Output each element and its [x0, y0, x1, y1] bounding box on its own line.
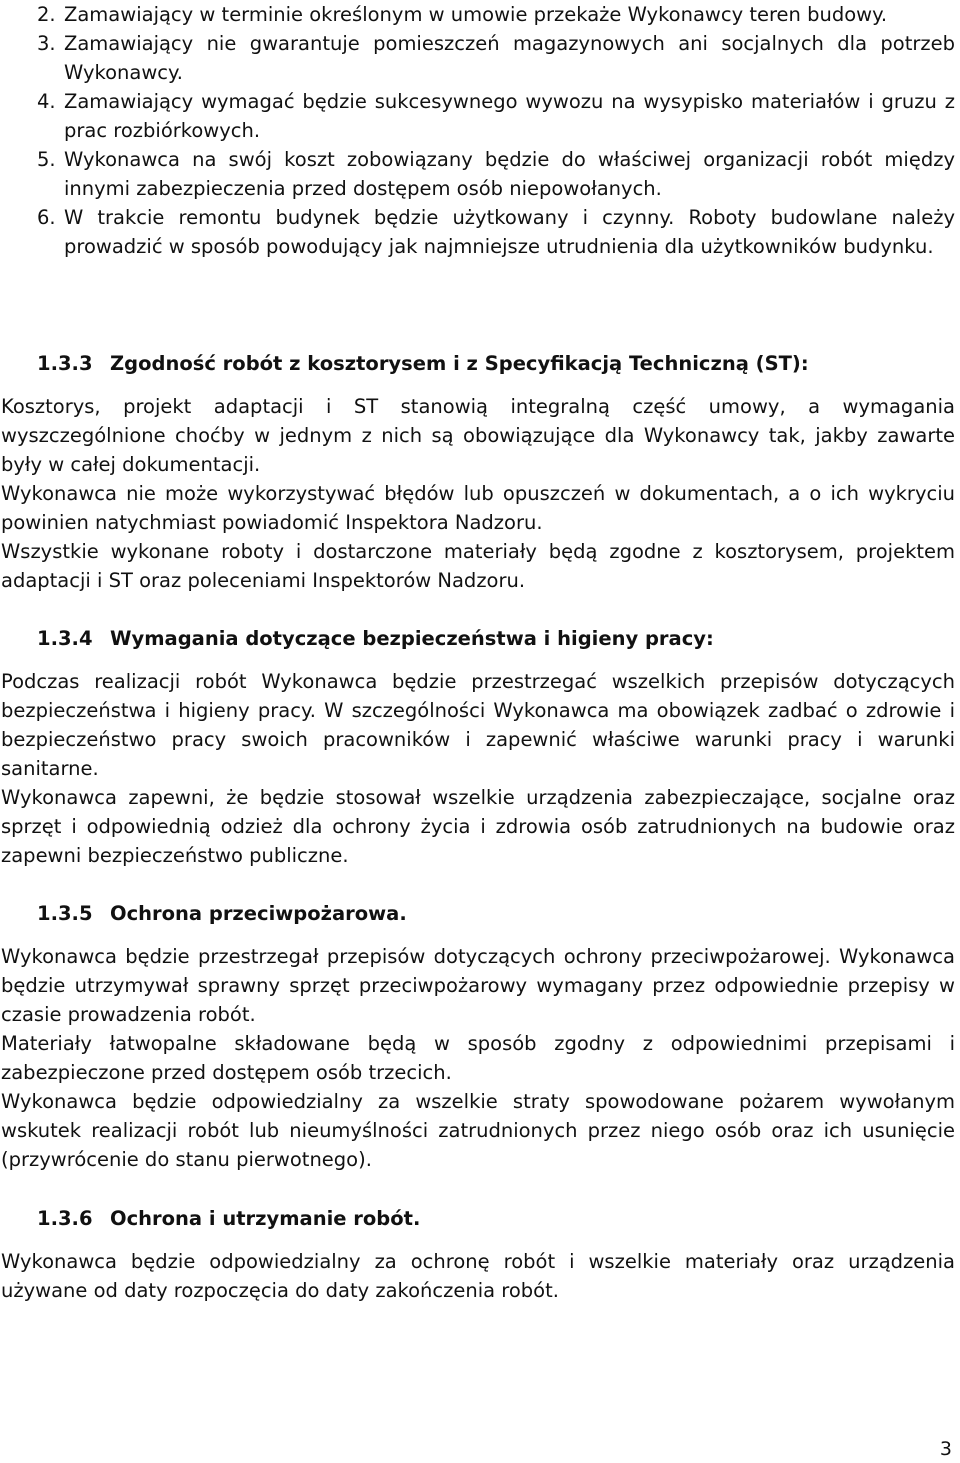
paragraph: Wykonawca będzie odpowiedzialny za ochronę robót i wszelkie materiały oraz urządzenia używane od daty rozpoczęcia do daty zakończenia robót. [1, 1250, 955, 1302]
list-item-text: Zamawiający w terminie określonym w umowie przekaże Wykonawcy teren budowy. [64, 3, 888, 26]
paragraph: Podczas realizacji robót Wykonawca będzie przestrzegać wszelkich przepisów dotyczących bezpieczeństwa i higieny pracy. W szczególności Wykonawca ma obowiązek zadbać o zdrowie i bezpieczeństwo pracy swoich pracowników i zapewnić właściwe warunki pracy i warunki sanitarne. [1, 670, 955, 780]
paragraph: Wykonawca zapewni, że będzie stosował wszelkie urządzenia zabezpieczające, socjalne oraz sprzęt i odpowiednią odzież dla ochrony życia i zdrowia osób zatrudnionych na budowie oraz zapewni bezpieczeństwo publiczne. [1, 786, 955, 867]
list-item [37, 203, 955, 261]
list-item-text: Zamawiający nie gwarantuje pomieszczeń magazynowych ani socjalnych dla potrzeb Wykonawcy. [64, 32, 955, 84]
section-heading [37, 349, 809, 378]
list-item-number: 3. [37, 32, 56, 55]
list-item-number: 4. [37, 90, 56, 113]
section-heading [37, 1204, 420, 1233]
section-body [1, 942, 955, 1174]
section-title: Ochrona i utrzymanie robót. [110, 1207, 421, 1230]
list-item [37, 0, 955, 29]
paragraph: Wykonawca nie może wykorzystywać błędów lub opuszczeń w dokumentach, a o ich wykryciu powinien natychmiast powiadomić Inspektora Nadzoru. [1, 482, 955, 534]
section-number: 1.3.3 [37, 352, 93, 375]
list-item-text: W trakcie remontu budynek będzie użytkowany i czynny. Roboty budowlane należy prowadzić w sposób powodujący jak najmniejsze utrudnienia dla użytkowników budynku. [64, 206, 955, 258]
section-number: 1.3.4 [37, 627, 93, 650]
section-title: Ochrona przeciwpożarowa. [110, 902, 407, 925]
section-heading [37, 624, 714, 653]
paragraph: Materiały łatwopalne składowane będą w sposób zgodny z odpowiednimi przepisami i zabezpieczone przed dostępem osób trzecich. [1, 1032, 955, 1084]
section-body [1, 667, 955, 870]
section-heading [37, 899, 407, 928]
list-item-number: 5. [37, 148, 56, 171]
list-item [37, 29, 955, 87]
paragraph: Wszystkie wykonane roboty i dostarczone materiały będą zgodne z kosztorysem, projektem adaptacji i ST oraz poleceniami Inspektorów Nadzoru. [1, 540, 955, 592]
section-body [1, 1247, 955, 1305]
paragraph: Kosztorys, projekt adaptacji i ST stanowią integralną część umowy, a wymagania wyszczególnione choćby w jednym z nich są obowiązujące dla Wykonawcy tak, jakby zawarte były w całej dokumentacji. [1, 395, 955, 476]
numbered-list [37, 0, 955, 261]
section-title: Zgodność robót z kosztorysem i z Specyfikacją Techniczną (ST): [110, 352, 809, 375]
list-item-text: Zamawiający wymagać będzie sukcesywnego wywozu na wysypisko materiałów i gruzu z prac rozbiórkowych. [64, 90, 955, 142]
list-item-text: Wykonawca na swój koszt zobowiązany będzie do właściwej organizacji robót między innymi zabezpieczenia przed dostępem osób niepowołanych. [64, 148, 955, 200]
section-title: Wymagania dotyczące bezpieczeństwa i higieny pracy: [110, 627, 714, 650]
paragraph: Wykonawca będzie przestrzegał przepisów dotyczących ochrony przeciwpożarowej. Wykonawca będzie utrzymywał sprawny sprzęt przeciwpożarowy wymagany przez odpowiednie przepisy w czasie prowadzenia robót. [1, 945, 955, 1026]
list-item-number: 2. [37, 3, 56, 26]
page-number: 3 [939, 1438, 952, 1460]
paragraph: Wykonawca będzie odpowiedzialny za wszelkie straty spowodowane pożarem wywołanym wskutek realizacji robót lub nieumyślności zatrudnionych przez niego osób oraz ich usunięcie (przywrócenie do stanu pierwotnego). [1, 1090, 955, 1171]
list-item [37, 87, 955, 145]
section-body [1, 392, 955, 595]
list-item [37, 145, 955, 203]
section-number: 1.3.6 [37, 1207, 93, 1230]
list-item-number: 6. [37, 206, 56, 229]
section-number: 1.3.5 [37, 902, 93, 925]
